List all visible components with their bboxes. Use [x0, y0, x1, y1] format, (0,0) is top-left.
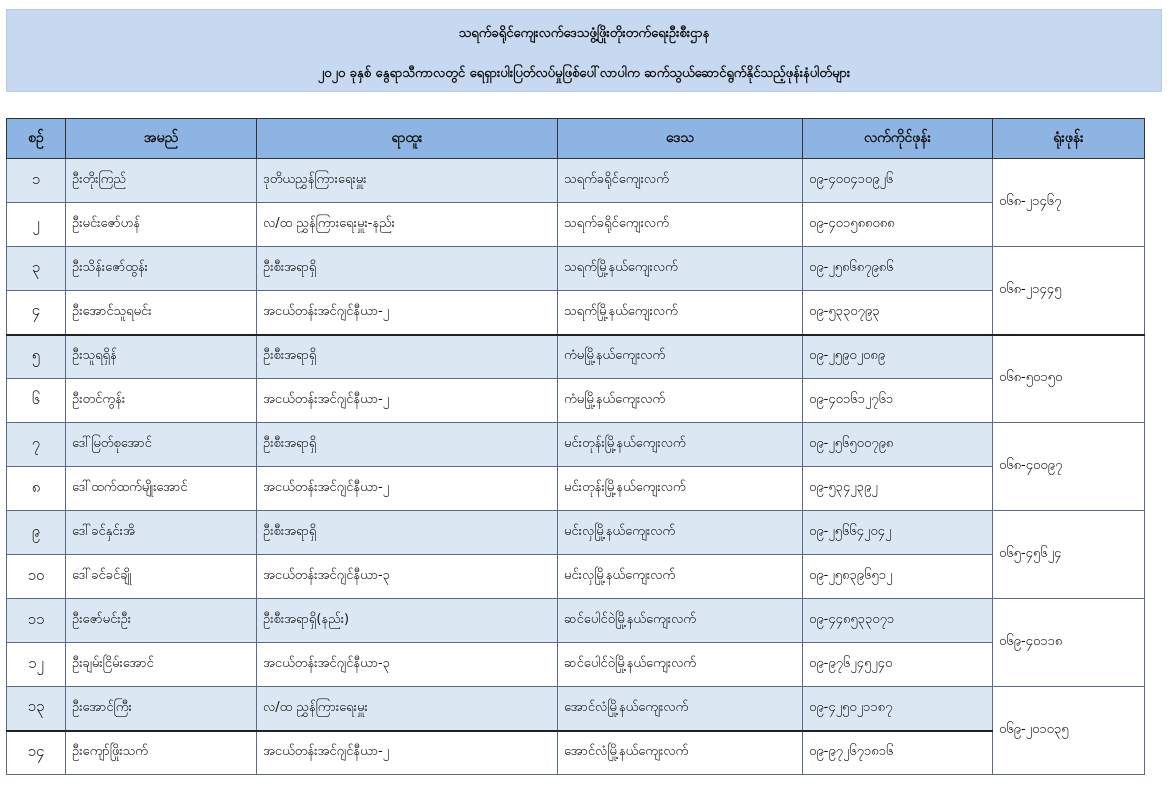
cell-name: ဦးကျော်ဖြိုးသက်: [66, 731, 257, 775]
cell-region: သရက်မြို့နယ်ကျေးလက်: [558, 247, 803, 291]
cell-no: ၁: [7, 159, 66, 203]
cell-region: မင်းလှမြို့နယ်ကျေးလက်: [558, 555, 803, 599]
cell-name: ဦးအောင်ကြီး: [66, 687, 257, 731]
cell-mobile: ၀၉-၅၃၄၂၃၉၂: [803, 467, 993, 511]
cell-region: သရက်ခရိုင်ကျေးလက်: [558, 159, 803, 203]
cell-office-phone: ၀၆၈-၅၀၁၅၀: [993, 335, 1145, 423]
cell-mobile: ၀၉-၄၄၈၅၃၃၀၇၁: [803, 599, 993, 643]
cell-mobile: ၀၉-၄၀၀၄၁၀၉၂၆: [803, 159, 993, 203]
document-header: [6, 9, 1162, 92]
cell-rank: အငယ်တန်းအင်ဂျင်နီယာ-၂: [257, 379, 558, 423]
cell-name: ဦးတင်ကွန်း: [66, 379, 257, 423]
cell-rank: အငယ်တန်းအင်ဂျင်နီယာ-၃: [257, 555, 558, 599]
cell-no: ၁၃: [7, 687, 66, 731]
cell-region: ဆင်ပေါင်ဝဲမြို့နယ်ကျေးလက်: [558, 643, 803, 687]
cell-mobile: ၀၉-၂၅၆၆၄၂၀၄၂: [803, 511, 993, 555]
cell-mobile: ၀၉-၅၃၃၀၇၉၃: [803, 291, 993, 335]
col-header-region: ဒေသ: [558, 119, 803, 159]
cell-rank: ဦးစီးအရာရှိ(နည်း): [257, 599, 558, 643]
cell-rank: ဦးစီးအရာရှိ: [257, 335, 558, 379]
table-row: [7, 291, 1145, 335]
table-row: [7, 467, 1145, 511]
table-row: [7, 599, 1145, 643]
cell-rank: အငယ်တန်းအင်ဂျင်နီယာ-၂: [257, 731, 558, 775]
cell-office-phone: ၀၆၈-၂၁၄၄၅: [993, 247, 1145, 335]
table-row: [7, 643, 1145, 687]
col-header-office: ရုံးဖုန်း: [993, 119, 1145, 159]
cell-name: ဦးမင်းဇော်ဟန်: [66, 203, 257, 247]
table-header-row: [7, 119, 1145, 159]
cell-office-phone: ၀၆၈-၂၁၄၆၇: [993, 159, 1145, 247]
cell-name: ဒေါ်ထက်ထက်မျိုးအောင်: [66, 467, 257, 511]
cell-rank: အငယ်တန်းအင်ဂျင်နီယာ-၂: [257, 291, 558, 335]
cell-office-phone: ၀၆၅-၄၅၆၂၄: [993, 511, 1145, 599]
document-title: သရက်ခရိုင်ကျေးလက်ဒေသဖွံ့ဖြိုးတိုးတက်ရေးဦးစီးဌာန: [458, 26, 710, 41]
cell-name: ဦးသိန်းဇော်ထွန်း: [66, 247, 257, 291]
cell-name: ဦးဇော်မင်းဦး: [66, 599, 257, 643]
col-header-mobile: လက်ကိုင်ဖုန်း: [803, 119, 993, 159]
cell-office-phone: ၀၆၉-၂၀၁၀၃၅: [993, 687, 1145, 775]
cell-name: ဒေါ်ခင်ခင်ချို: [66, 555, 257, 599]
cell-no: ၄: [7, 291, 66, 335]
table-row: [7, 511, 1145, 555]
col-header-name: အမည်: [66, 119, 257, 159]
cell-region: ဆင်ပေါင်ဝဲမြို့နယ်ကျေးလက်: [558, 599, 803, 643]
cell-mobile: ၀၉-၉၇၆၂၄၅၂၄၀: [803, 643, 993, 687]
cell-office-phone: ၀၆၈-၄၀၀၉၇: [993, 423, 1145, 511]
cell-no: ၅: [7, 335, 66, 379]
cell-region: မင်းလှမြို့နယ်ကျေးလက်: [558, 511, 803, 555]
cell-rank: လ/ထ ညွှန်ကြားရေးမှူး: [257, 687, 558, 731]
cell-no: ၆: [7, 379, 66, 423]
cell-region: သရက်မြို့နယ်ကျေးလက်: [558, 291, 803, 335]
cell-no: ၃: [7, 247, 66, 291]
cell-region: သရက်ခရိုင်ကျေးလက်: [558, 203, 803, 247]
table-row: [7, 335, 1145, 379]
cell-rank: ဦးစီးအရာရှိ: [257, 247, 558, 291]
col-header-no: စဉ်: [7, 119, 66, 159]
cell-rank: အငယ်တန်းအင်ဂျင်နီယာ-၃: [257, 643, 558, 687]
cell-office-phone: ၀၆၉-၄၀၁၁၈: [993, 599, 1145, 687]
cell-name: ဦးတိုးကြည်: [66, 159, 257, 203]
cell-name: ဒေါ်ခင်နှင်းအိ: [66, 511, 257, 555]
table-row: [7, 247, 1145, 291]
cell-name: ဦးချမ်းငြိမ်းအောင်: [66, 643, 257, 687]
cell-rank: လ/ထ ညွှန်ကြားရေးမှူး-နည်း: [257, 203, 558, 247]
cell-rank: ဦးစီးအရာရှိ: [257, 423, 558, 467]
cell-name: ဦးအောင်သူရမင်း: [66, 291, 257, 335]
cell-mobile: ၀၉-၂၅၆၅၀၀၇၉၈: [803, 423, 993, 467]
cell-mobile: ၀၉-၉၇၂၆၇၁၈၁၆: [803, 731, 993, 775]
cell-mobile: ၀၉-၄၀၁၆၁၂၇၆၁: [803, 379, 993, 423]
cell-rank: ဦးစီးအရာရှိ: [257, 511, 558, 555]
cell-mobile: ၀၉-၄၂၅၀၂၁၁၈၇: [803, 687, 993, 731]
cell-no: ၉: [7, 511, 66, 555]
contact-table: [6, 118, 1145, 775]
cell-region: ကံမမြို့နယ်ကျေးလက်: [558, 335, 803, 379]
cell-no: ၂: [7, 203, 66, 247]
cell-no: ၁၀: [7, 555, 66, 599]
cell-no: ၈: [7, 467, 66, 511]
cell-region: မင်းတုန်းမြို့နယ်ကျေးလက်: [558, 423, 803, 467]
cell-no: ၇: [7, 423, 66, 467]
cell-mobile: ၀၉-၄၀၁၅၈၈၀၈၈: [803, 203, 993, 247]
table-row: [7, 203, 1145, 247]
cell-region: မင်းတုန်းမြို့နယ်ကျေးလက်: [558, 467, 803, 511]
cell-region: ကံမမြို့နယ်ကျေးလက်: [558, 379, 803, 423]
col-header-rank: ရာထူး: [257, 119, 558, 159]
table-row: [7, 159, 1145, 203]
cell-mobile: ၀၉-၂၅၈၆၈၇၉၈၆: [803, 247, 993, 291]
table-row: [7, 687, 1145, 731]
cell-mobile: ၀၉-၂၅၈၃၉၆၅၁၂: [803, 555, 993, 599]
cell-mobile: ၀၉-၂၅၉၀၂၀၈၉: [803, 335, 993, 379]
table-row: [7, 379, 1145, 423]
cell-no: ၁၂: [7, 643, 66, 687]
cell-no: ၁၄: [7, 731, 66, 775]
table-row: [7, 731, 1145, 775]
cell-no: ၁၁: [7, 599, 66, 643]
cell-rank: အငယ်တန်းအင်ဂျင်နီယာ-၂: [257, 467, 558, 511]
cell-region: အောင်လံမြို့နယ်ကျေးလက်: [558, 687, 803, 731]
table-row: [7, 555, 1145, 599]
table-row: [7, 423, 1145, 467]
cell-rank: ဒုတိယညွှန်ကြားရေးမှူး: [257, 159, 558, 203]
cell-region: အောင်လံမြို့နယ်ကျေးလက်: [558, 731, 803, 775]
cell-name: ဒေါ်မြတ်စုအောင်: [66, 423, 257, 467]
document-subtitle: ၂၀၂၀ ခုနှစ် နွေရာသီကာလတွင် ရေရှားပါးပြတ်လပ်မှုဖြစ်ပေါ်လာပါက ဆက်သွယ်ဆောင်ရွက်နိုင်သည့်ဖုန်းနံပါတ်များ: [317, 66, 851, 81]
cell-name: ဦးသူရရှိန်: [66, 335, 257, 379]
